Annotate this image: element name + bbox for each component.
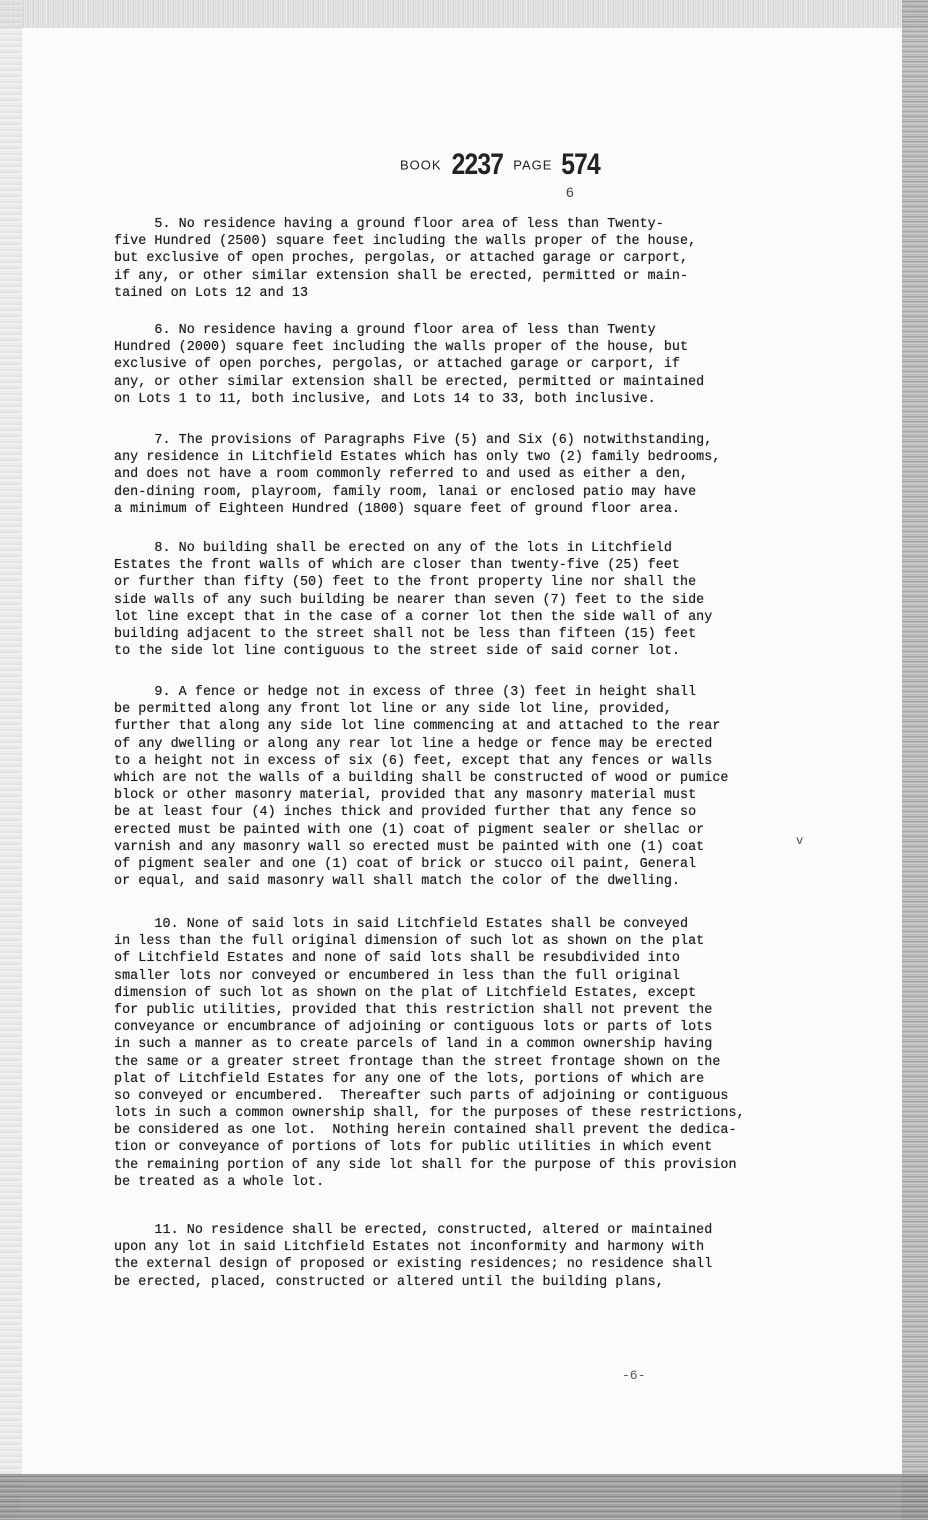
text-line: upon any lot in said Litchfield Estates not inconformity and harmony with (114, 1240, 705, 1256)
text-line: or further than fifty (50) feet to the front property line nor shall the (114, 575, 697, 591)
scan-edge-top (0, 0, 928, 28)
text-line: of pigment sealer and one (1) coat of brick or stucco oil paint, General (114, 856, 697, 872)
paragraph-7 (114, 432, 814, 518)
text-line: five Hundred (2500) square feet including the walls proper of the house, (114, 234, 697, 250)
sheet-number: 6 (566, 184, 574, 200)
text-line: or equal, and said masonry wall shall match the color of the dwelling. (114, 874, 680, 890)
text-line: the remaining portion of any side lot shall for the purpose of this provision (114, 1157, 737, 1173)
text-line: which are not the walls of a building shall be constructed of wood or pumice (114, 770, 729, 786)
text-line: tained on Lots 12 and 13 (114, 285, 309, 301)
text-line: 8. No building shall be erected on any of the lots in Litchfield (114, 541, 672, 556)
text-line: building adjacent to the street shall not be less than fifteen (15) feet (114, 626, 697, 642)
text-line: be permitted along any front lot line or any side lot line, provided, (114, 702, 672, 718)
text-line: in less than the full original dimension of such lot as shown on the plat (114, 934, 705, 950)
text-line: lots in such a common ownership shall, for the purposes of these restrictions, (114, 1106, 745, 1122)
text-line: to a height not in excess of six (6) feet, except that any fences or walls (114, 753, 713, 769)
scan-edge-bottom (0, 1474, 928, 1520)
text-line: be erected, placed, constructed or altered until the building plans, (114, 1274, 664, 1290)
text-line: if any, or other similar extension shall be erected, permitted or main- (114, 268, 689, 284)
text-line: but exclusive of open proches, pergolas, or attached garage or carport, (114, 251, 689, 267)
text-line: exclusive of open porches, pergolas, or attached garage or carport, if (114, 357, 680, 373)
text-line: and does not have a room commonly referred to and used as either a den, (114, 467, 689, 483)
text-line: be considered as one lot. Nothing herein contained shall prevent the dedica- (114, 1123, 737, 1139)
text-line: smaller lots nor conveyed or encumbered in less than the full original (114, 968, 680, 984)
text-line: for public utilities, provided that this restriction shall not prevent the (114, 1002, 713, 1018)
text-line: the same or a greater street frontage than the street frontage shown on the (114, 1054, 721, 1070)
text-line: plat of Litchfield Estates for any one of the lots, portions of which are (114, 1071, 705, 1087)
text-line: 5. No residence having a ground floor area of less than Twenty- (114, 217, 664, 232)
paragraph-10 (114, 916, 814, 1191)
text-line: of Litchfield Estates and none of said lots shall be resubdivided into (114, 951, 680, 967)
text-line: to the side lot line contiguous to the street side of said corner lot. (114, 644, 680, 660)
book-number: 2237 (451, 148, 504, 181)
text-line: den-dining room, playroom, family room, lanai or enclosed patio may have (114, 484, 697, 500)
text-line: 9. A fence or hedge not in excess of three (3) feet in height shall (114, 685, 697, 700)
text-line: Hundred (2000) square feet including the walls proper of the house, but (114, 340, 689, 356)
text-line: further that along any side lot line commencing at and attached to the rear (114, 719, 721, 735)
text-line: any residence in Litchfield Estates which has only two (2) family bedrooms, (114, 450, 721, 466)
text-line: dimension of such lot as shown on the plat of Litchfield Estates, except (114, 985, 697, 1001)
scan-edge-right (902, 0, 928, 1520)
text-line: be at least four (4) inches thick and provided further that any fence so (114, 805, 697, 821)
text-line: varnish and any masonry wall so erected must be painted with one (1) coat (114, 839, 705, 855)
text-line: be treated as a whole lot. (114, 1174, 325, 1190)
text-line: block or other masonry material, provided that any masonry material must (114, 788, 697, 804)
text-line: side walls of any such building be nearer than seven (7) feet to the side (114, 592, 705, 608)
text-line: erected must be painted with one (1) coat of pigment sealer or shellac or (114, 822, 705, 838)
margin-check-mark: v (796, 834, 804, 848)
text-line: a minimum of Eighteen Hundred (1800) square feet of ground floor area. (114, 501, 680, 517)
text-line: tion or conveyance of portions of lots for public utilities in which event (114, 1140, 713, 1156)
paragraph-8 (114, 540, 814, 660)
paragraph-9 (114, 684, 814, 890)
text-line: in such a manner as to create parcels of land in a common ownership having (114, 1037, 713, 1053)
text-line: 10. None of said lots in said Litchfield Estates shall be conveyed (114, 917, 689, 932)
text-line: lot line except that in the case of a corner lot then the side wall of any (114, 609, 713, 625)
text-line: the external design of proposed or existing residences; no residence shall (114, 1257, 713, 1273)
book-page-stamp (400, 148, 604, 182)
text-line: of any dwelling or along any rear lot line a hedge or fence may be erected (114, 736, 713, 752)
paragraph-6 (114, 322, 814, 408)
footer-page-mark: -6- (622, 1368, 646, 1383)
book-prefix: BOOK (400, 157, 442, 173)
text-line: conveyance or encumbrance of adjoining or contiguous lots or parts of lots (114, 1020, 713, 1036)
paragraph-5 (114, 216, 814, 302)
text-line: Estates the front walls of which are closer than twenty-five (25) feet (114, 558, 680, 574)
scan-edge-left (0, 0, 22, 1520)
page-prefix: PAGE (513, 157, 553, 173)
paragraph-11 (114, 1222, 814, 1291)
text-line: 7. The provisions of Paragraphs Five (5) and Six (6) notwithstanding, (114, 433, 713, 448)
text-line: so conveyed or encumbered. Thereafter such parts of adjoining or contiguous (114, 1088, 729, 1104)
text-line: 11. No residence shall be erected, constructed, altered or maintained (114, 1223, 713, 1238)
page-number: 574 (561, 148, 600, 181)
text-line: 6. No residence having a ground floor area of less than Twenty (114, 323, 656, 338)
text-line: any, or other similar extension shall be erected, permitted or maintained (114, 374, 705, 390)
text-line: on Lots 1 to 11, both inclusive, and Lots 14 to 33, both inclusive. (114, 391, 656, 407)
